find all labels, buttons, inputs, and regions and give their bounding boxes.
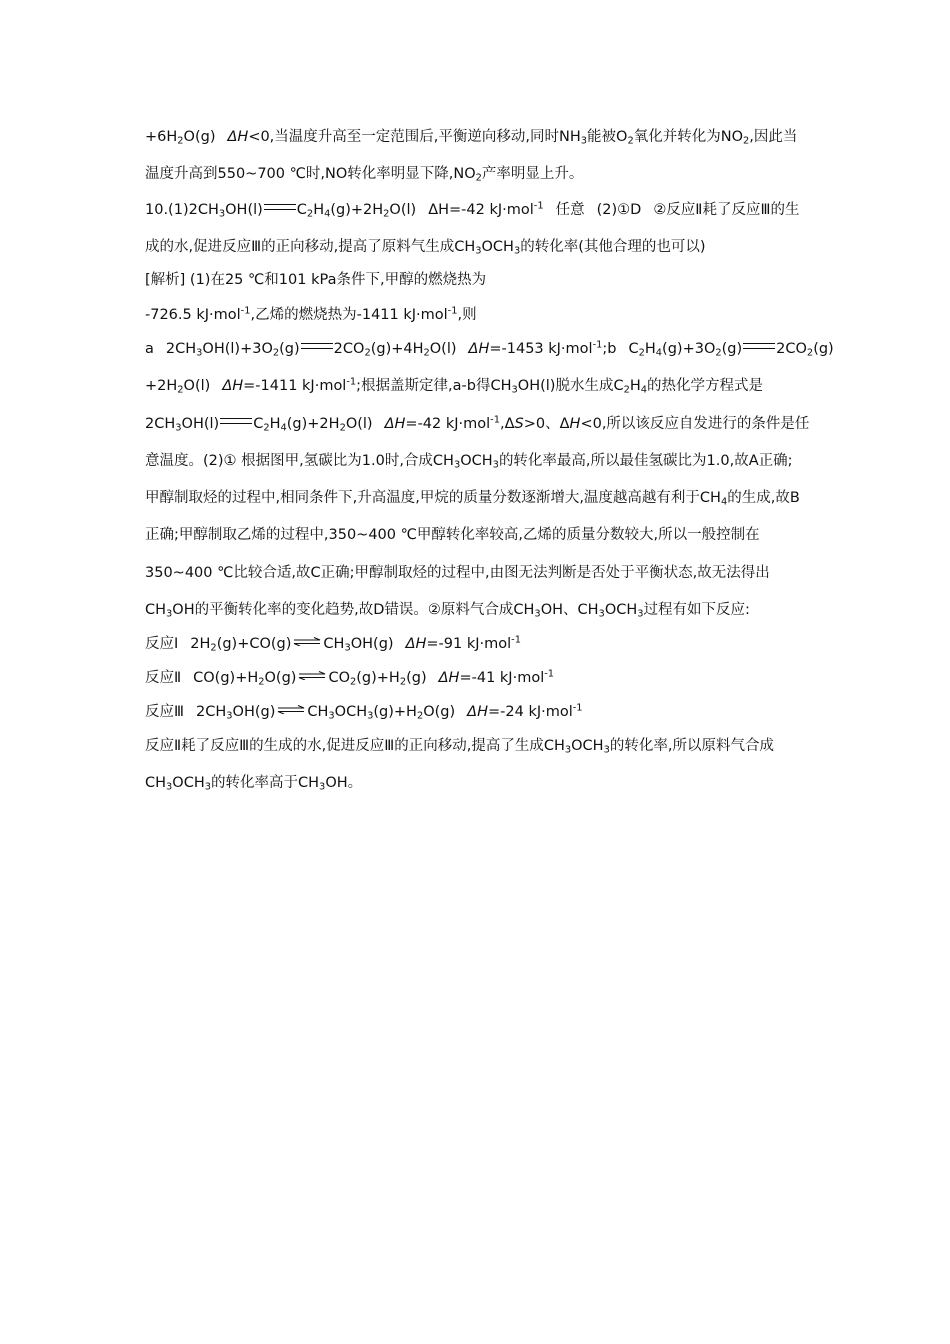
reversible-arrow-icon xyxy=(276,705,306,714)
equation-a-b-line: a $2CH_3OH(l)+3O_2(g)$ $2CO_2(g)+4H_2O(l)$ ΔH=-1453 kJ·mol$^{-1}$;b $C_2H_4(g)+3O_2(g)$ $2CO_2(g)$ xyxy=(145,339,834,359)
answer-10-line-1: $10.(1)2CH_3OH(l)$ $C_2H_4(g)+2H_2O(l)$ ΔH=-42 kJ·mol$^{-1}$ 任意 (2)①D ②反应Ⅱ耗了反应Ⅲ的生 xyxy=(145,200,800,220)
equals-arrow-icon xyxy=(264,204,296,210)
reversible-arrow-icon xyxy=(292,637,322,646)
text-line-9: $2CH_3OH(l)$ $C_2H_4(g)+2H_2O(l)$ ΔH=-42 kJ·mol$^{-1}$,ΔS>0、ΔH<0,所以该反应自发进行的条件是任 xyxy=(145,414,810,434)
text-line-14: $CH_3OH$的平衡转化率的变化趋势,故D错误。②原料气合成$CH_3OH$、$CH_3OCH_3$过程有如下反应: xyxy=(145,602,750,620)
text-line-11: 甲醇制取烃的过程中,相同条件下,升高温度,甲烷的质量分数逐渐增大,温度越高越有利于$CH_4$的生成,故B xyxy=(145,490,800,508)
analysis-heading-line: [解析] (1)在25 ℃和101 kPa条件下,甲醇的燃烧热为 xyxy=(145,272,487,288)
text-line-1: $+6H_2O(g)$ ΔH<0,当温度升高至一定范围后,平衡逆向移动,同时$NH_3$能被$O_2$氧化并转化为$NO_2$,因此当 xyxy=(145,129,798,147)
reaction-1-line: 反应Ⅰ $2H_2(g)+CO(g)$ $CH_3OH(g)$ ΔH=-91 kJ·mol$^{-1}$ xyxy=(145,634,521,654)
equals-arrow-icon xyxy=(220,418,252,424)
text-line-12: 正确;甲醇制取乙烯的过程中,350~400 ℃甲醇转化率较高,乙烯的质量分数较大,所以一般控制在 xyxy=(145,527,760,543)
reversible-arrow-icon xyxy=(297,671,327,680)
text-line-2: 温度升高到550~700 ℃时,NO转化率明显下降$,NO_2$产率明显上升。 xyxy=(145,166,584,184)
reaction-3-line: 反应Ⅲ $2CH_3OH(g)$ $CH_3OCH_3(g)+H_2O(g)$ ΔH=-24 kJ·mol$^{-1}$ xyxy=(145,702,583,722)
text-line-8: $+2H_2O(l)$ ΔH=-1411 kJ·mol$^{-1}$;根据盖斯定律,a-b得$CH_3OH(l)$脱水生成$C_2H_4$的热化学方程式是 xyxy=(145,376,764,396)
reaction-2-line: 反应Ⅱ $CO(g)+H_2O(g)$ $CO_2(g)+H_2(g)$ ΔH=-41 kJ·mol$^{-1}$ xyxy=(145,668,555,688)
equals-arrow-icon xyxy=(743,343,775,349)
text-line-6: -726.5 kJ·mol$^{-1}$,乙烯的燃烧热为-1411 kJ·mol$^{-1}$,则 xyxy=(145,305,477,323)
text-line-13: 350~400 ℃比较合适,故C正确;甲醇制取烃的过程中,由图无法判断是否处于平衡状态,故无法得出 xyxy=(145,565,770,581)
text-line-18: 反应Ⅱ耗了反应Ⅲ的生成的水,促进反应Ⅲ的正向移动,提高了生成$CH_3OCH_3$的转化率,所以原料气合成 xyxy=(145,738,774,756)
answer-10-line-2: 成的水,促进反应Ⅲ的正向移动,提高了原料气生成$CH_3OCH_3$的转化率(其他合理的也可以) xyxy=(145,239,706,257)
text-line-19: $CH_3OCH_3$的转化率高于$CH_3OH$。 xyxy=(145,775,363,793)
equals-arrow-icon xyxy=(301,343,333,349)
text-line-10: 意温度。(2)① 根据图甲,氢碳比为1.0时,合成$CH_3OCH_3$的转化率最高,所以最佳氢碳比为1.0,故A正确; xyxy=(145,453,793,471)
